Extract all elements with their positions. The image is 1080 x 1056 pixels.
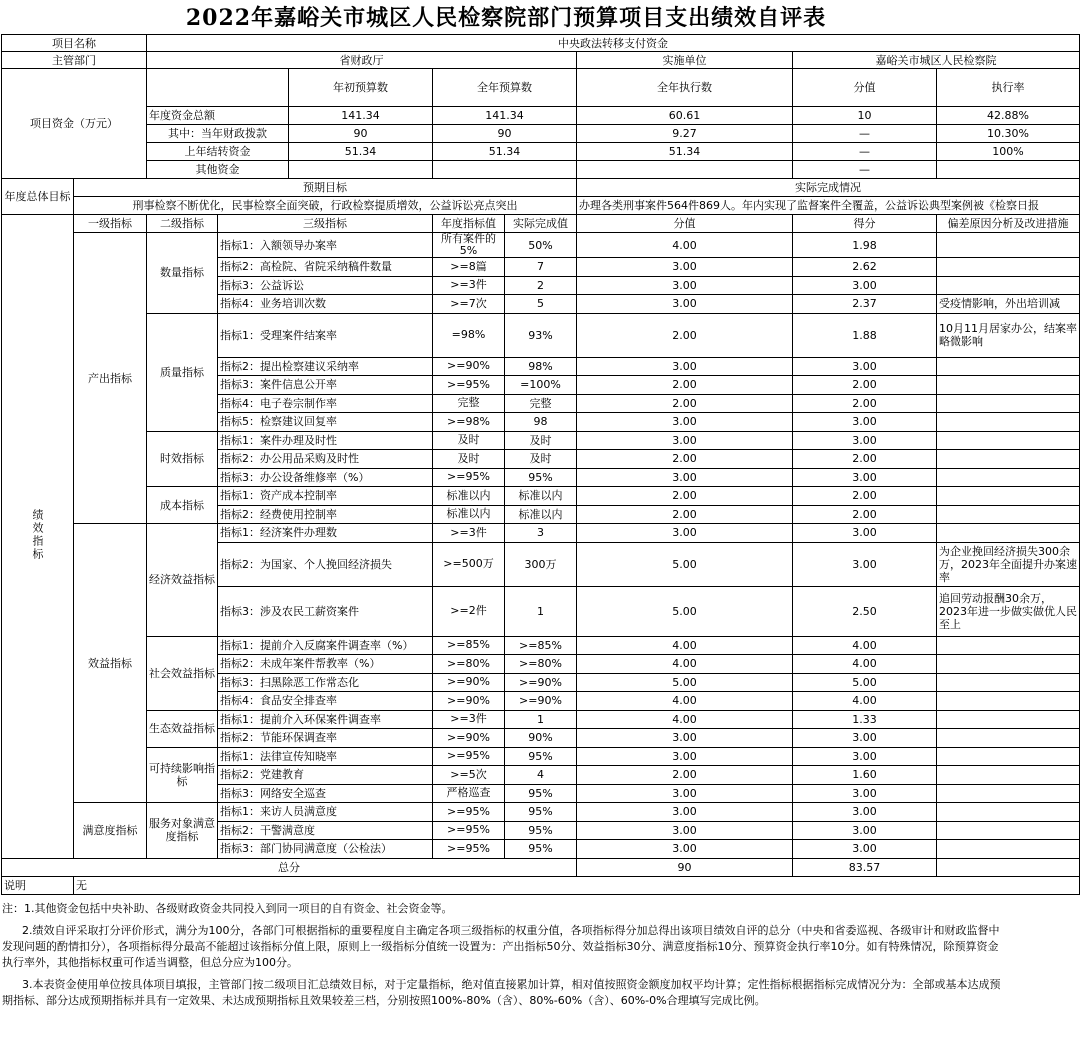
header-level1: 一级指标	[74, 215, 147, 233]
indicator-target: >=90%	[433, 729, 505, 748]
indicator-level3: 指标3：扫黑除恶工作常态化	[218, 673, 433, 692]
funds-cell: —	[793, 125, 937, 143]
indicator-target: >=3件	[433, 276, 505, 295]
total-label: 总分	[2, 858, 577, 876]
goals-actual-label: 实际完成情况	[577, 179, 1080, 197]
indicator-level3: 指标3：办公设备维修率（%）	[218, 468, 433, 487]
indicator-target: >=95%	[433, 747, 505, 766]
funds-header-annual: 全年预算数	[433, 69, 577, 107]
indicator-score: 4.00	[793, 692, 937, 711]
funds-label: 项目资金（万元）	[2, 69, 147, 179]
indicator-score: 2.00	[793, 450, 937, 469]
funds-header-blank	[147, 69, 289, 107]
dept-value: 省财政厅	[147, 52, 577, 69]
funds-cell: 51.34	[289, 143, 433, 161]
indicator-actual: 3	[505, 524, 577, 543]
indicator-weight: 4.00	[577, 710, 793, 729]
header-level2: 二级指标	[147, 215, 218, 233]
indicator-score: 3.00	[793, 747, 937, 766]
indicator-target: >=3件	[433, 710, 505, 729]
indicator-actual: 95%	[505, 840, 577, 859]
indicator-level3: 指标1：提前介入环保案件调查率	[218, 710, 433, 729]
indicator-actual: 2	[505, 276, 577, 295]
header-weight: 分值	[577, 215, 793, 233]
indicator-actual: 4	[505, 766, 577, 785]
funds-cell: 141.34	[289, 107, 433, 125]
indicator-target: >=500万	[433, 542, 505, 586]
indicator-level3: 指标4：食品安全排查率	[218, 692, 433, 711]
indicator-target: >=95%	[433, 821, 505, 840]
dept-label: 主管部门	[2, 52, 147, 69]
indicator-score: 2.37	[793, 295, 937, 314]
indicator-actual: 标准以内	[505, 505, 577, 524]
indicator-weight: 3.00	[577, 524, 793, 543]
indicator-actual: 1	[505, 586, 577, 636]
funds-header-initial: 年初预算数	[289, 69, 433, 107]
indicator-level2: 可持续影响指标	[147, 747, 218, 803]
indicator-level3: 指标3：公益诉讼	[218, 276, 433, 295]
indicator-weight: 3.00	[577, 821, 793, 840]
indicator-score: 5.00	[793, 673, 937, 692]
funds-cell	[937, 161, 1080, 179]
indicator-deviation	[937, 692, 1080, 711]
indicator-actual: 95%	[505, 821, 577, 840]
indicator-level3: 指标2：提出检察建议采纳率	[218, 357, 433, 376]
indicator-actual: >=90%	[505, 673, 577, 692]
indicator-deviation	[937, 636, 1080, 655]
indicator-score: 1.98	[793, 233, 937, 258]
funds-cell	[433, 161, 577, 179]
indicator-level3: 指标2：为国家、个人挽回经济损失	[218, 542, 433, 586]
indicator-weight: 3.00	[577, 413, 793, 432]
impl-label: 实施单位	[577, 52, 793, 69]
indicator-score: 2.00	[793, 487, 937, 506]
indicator-deviation	[937, 468, 1080, 487]
indicator-level3: 指标1：受理案件结案率	[218, 313, 433, 357]
header-actual: 实际完成值	[505, 215, 577, 233]
indicator-level3: 指标2：办公用品采购及时性	[218, 450, 433, 469]
total-score: 83.57	[793, 858, 937, 876]
indicator-level3: 指标2：高检院、省院采纳稿件数量	[218, 258, 433, 277]
funds-cell: 10	[793, 107, 937, 125]
indicator-target: >=95%	[433, 803, 505, 822]
indicator-weight: 3.00	[577, 431, 793, 450]
indicator-target: 及时	[433, 450, 505, 469]
funds-cell: 51.34	[433, 143, 577, 161]
indicator-weight: 3.00	[577, 840, 793, 859]
indicator-target: 标准以内	[433, 487, 505, 506]
goals-expected-label: 预期目标	[74, 179, 577, 197]
indicator-weight: 3.00	[577, 276, 793, 295]
indicator-deviation	[937, 524, 1080, 543]
indicator-weight: 5.00	[577, 673, 793, 692]
goals-expected-value: 刑事检察不断优化，民事检察全面突破，行政检察提质增效，公益诉讼亮点突出	[74, 197, 577, 215]
indicator-actual: 93%	[505, 313, 577, 357]
indicator-target: >=8篇	[433, 258, 505, 277]
indicator-level3: 指标3：部门协同满意度（公检法）	[218, 840, 433, 859]
indicator-score: 2.00	[793, 505, 937, 524]
funds-header-rate: 执行率	[937, 69, 1080, 107]
indicator-weight: 3.00	[577, 468, 793, 487]
indicator-actual: >=85%	[505, 636, 577, 655]
funds-cell: 51.34	[577, 143, 793, 161]
indicator-deviation	[937, 710, 1080, 729]
remark-label: 说明	[2, 876, 74, 894]
indicator-weight: 3.00	[577, 784, 793, 803]
remark-value: 无	[74, 876, 1080, 894]
notes-section	[2, 901, 1006, 1009]
funds-cell: —	[793, 161, 937, 179]
indicator-weight: 3.00	[577, 357, 793, 376]
indicator-score: 3.00	[793, 840, 937, 859]
funds-cell: 42.88%	[937, 107, 1080, 125]
indicator-deviation: 受疫情影响，外出培训减	[937, 295, 1080, 314]
indicator-deviation	[937, 673, 1080, 692]
indicator-weight: 2.00	[577, 313, 793, 357]
impl-value: 嘉峪关市城区人民检察院	[793, 52, 1080, 69]
funds-cell: 90	[433, 125, 577, 143]
funds-header-weight: 分值	[793, 69, 937, 107]
indicator-level3: 指标2：干警满意度	[218, 821, 433, 840]
indicator-weight: 2.00	[577, 505, 793, 524]
indicator-level3: 指标1：入额领导办案率	[218, 233, 433, 258]
indicator-weight: 3.00	[577, 729, 793, 748]
indicator-deviation	[937, 766, 1080, 785]
indicator-level3: 指标2：节能环保调查率	[218, 729, 433, 748]
indicator-level2: 数量指标	[147, 233, 218, 314]
indicator-level3: 指标3：案件信息公开率	[218, 376, 433, 395]
indicator-level2: 经济效益指标	[147, 524, 218, 637]
project-name-label: 项目名称	[2, 35, 147, 52]
indicator-weight: 2.00	[577, 394, 793, 413]
indicator-actual: 98	[505, 413, 577, 432]
indicator-actual: 300万	[505, 542, 577, 586]
funds-row-label: 年度资金总额	[147, 107, 289, 125]
indicator-target: >=95%	[433, 376, 505, 395]
indicator-side-text: 绩效指标	[31, 508, 44, 561]
indicator-target: 所有案件的5%	[433, 233, 505, 258]
funds-cell	[577, 161, 793, 179]
indicator-deviation: 为企业挽回经济损失300余万，2023年全面提升办案速率	[937, 542, 1080, 586]
indicator-actual: 完整	[505, 394, 577, 413]
funds-row-label: 其他资金	[147, 161, 289, 179]
note-2: 2.绩效自评采取打分评价形式，满分为100分，各部门可根据指标的重要程度自主确定各项三级指标的权重分值，各项指标得分加总得出该项目绩效自评的总分（中央和省委巡视、各级审计和财政监督中发现问题的酌情扣分），各项指标得分最高不能超过该指标分值上限，原则上一级指标分值统一设置为：产出指标50分、效益指标30分、满意度指标10分、预算资金执行率10分。如有特殊情况，除预算资金执行率外，其他指标权重可作适当调整，但总分应为100分。	[2, 923, 1000, 969]
indicator-target: >=90%	[433, 673, 505, 692]
funds-cell: 90	[289, 125, 433, 143]
indicator-level3: 指标4：电子卷宗制作率	[218, 394, 433, 413]
funds-row-label: 其中：当年财政拨款	[147, 125, 289, 143]
indicator-deviation	[937, 276, 1080, 295]
funds-cell: 60.61	[577, 107, 793, 125]
funds-cell: 9.27	[577, 125, 793, 143]
indicator-deviation	[937, 431, 1080, 450]
indicator-weight: 4.00	[577, 233, 793, 258]
indicator-actual: 5	[505, 295, 577, 314]
indicator-deviation	[937, 357, 1080, 376]
indicator-target: 及时	[433, 431, 505, 450]
indicator-deviation	[937, 747, 1080, 766]
indicator-target: >=7次	[433, 295, 505, 314]
total-blank	[937, 858, 1080, 876]
funds-cell: 100%	[937, 143, 1080, 161]
indicator-score: 3.00	[793, 821, 937, 840]
indicator-actual: 95%	[505, 747, 577, 766]
indicator-weight: 4.00	[577, 692, 793, 711]
indicator-target: >=85%	[433, 636, 505, 655]
indicator-score: 2.00	[793, 376, 937, 395]
indicator-score: 3.00	[793, 276, 937, 295]
indicator-level3: 指标2：党建教育	[218, 766, 433, 785]
indicator-weight: 2.00	[577, 766, 793, 785]
indicator-deviation	[937, 729, 1080, 748]
indicator-level3: 指标4：业务培训次数	[218, 295, 433, 314]
funds-cell: 10.30%	[937, 125, 1080, 143]
funds-header-executed: 全年执行数	[577, 69, 793, 107]
indicator-score: 4.00	[793, 636, 937, 655]
indicator-level2: 质量指标	[147, 313, 218, 431]
indicator-actual: 1	[505, 710, 577, 729]
indicator-level3: 指标2：未成年案件帮教率（%）	[218, 655, 433, 674]
funds-cell: —	[793, 143, 937, 161]
indicator-weight: 4.00	[577, 636, 793, 655]
indicator-target: >=90%	[433, 357, 505, 376]
indicator-level3: 指标3：网络安全巡查	[218, 784, 433, 803]
page-title: 2022年嘉峪关市城区人民检察院部门预算项目支出绩效自评表	[185, 5, 827, 31]
indicator-deviation	[937, 258, 1080, 277]
indicator-target: >=3件	[433, 524, 505, 543]
indicator-actual: 98%	[505, 357, 577, 376]
indicator-level2: 社会效益指标	[147, 636, 218, 710]
total-weight: 90	[577, 858, 793, 876]
indicator-level3: 指标1：来访人员满意度	[218, 803, 433, 822]
indicator-weight: 2.00	[577, 376, 793, 395]
indicator-score: 3.00	[793, 729, 937, 748]
indicator-actual: >=80%	[505, 655, 577, 674]
indicator-target: >=5次	[433, 766, 505, 785]
indicator-score: 3.00	[793, 803, 937, 822]
indicator-weight: 5.00	[577, 586, 793, 636]
indicator-weight: 5.00	[577, 542, 793, 586]
indicator-level3: 指标3：涉及农民工薪资案件	[218, 586, 433, 636]
indicator-target: >=98%	[433, 413, 505, 432]
funds-cell: 141.34	[433, 107, 577, 125]
indicator-level3: 指标2：经费使用控制率	[218, 505, 433, 524]
indicator-weight: 3.00	[577, 803, 793, 822]
header-target: 年度指标值	[433, 215, 505, 233]
indicator-deviation	[937, 376, 1080, 395]
indicator-weight: 3.00	[577, 258, 793, 277]
note-1: 注：1.其他资金包括中央补助、各级财政资金共同投入到同一项目的自有资金、社会资金等。	[2, 901, 453, 915]
indicator-score: 1.88	[793, 313, 937, 357]
indicator-weight: 2.00	[577, 450, 793, 469]
indicator-target: >=95%	[433, 468, 505, 487]
indicator-score: 3.00	[793, 468, 937, 487]
indicator-side-label	[2, 215, 74, 859]
goals-label: 年度总体目标	[2, 179, 74, 215]
indicator-score: 3.00	[793, 542, 937, 586]
indicator-level2: 成本指标	[147, 487, 218, 524]
indicator-deviation	[937, 233, 1080, 258]
indicator-target: =98%	[433, 313, 505, 357]
indicator-score: 2.62	[793, 258, 937, 277]
indicator-weight: 3.00	[577, 747, 793, 766]
project-name-value: 中央政法转移支付资金	[147, 35, 1080, 52]
indicator-deviation: 10月11月居家办公，结案率略微影响	[937, 313, 1080, 357]
indicator-level1: 产出指标	[74, 233, 147, 524]
indicator-score: 4.00	[793, 655, 937, 674]
self-evaluation-table	[1, 34, 1080, 895]
indicator-score: 3.00	[793, 784, 937, 803]
indicator-score: 3.00	[793, 413, 937, 432]
indicator-deviation: 追回劳动报酬30余万，2023年进一步做实做优人民至上	[937, 586, 1080, 636]
header-deviation: 偏差原因分析及改进措施	[937, 215, 1080, 233]
indicator-deviation	[937, 505, 1080, 524]
indicator-actual: 及时	[505, 431, 577, 450]
indicator-target: 标准以内	[433, 505, 505, 524]
indicator-actual: 95%	[505, 468, 577, 487]
indicator-level3: 指标1：资产成本控制率	[218, 487, 433, 506]
indicator-level3: 指标1：案件办理及时性	[218, 431, 433, 450]
indicator-target: 完整	[433, 394, 505, 413]
indicator-target: 严格巡查	[433, 784, 505, 803]
indicator-deviation	[937, 655, 1080, 674]
indicator-level3: 指标1：法律宣传知晓率	[218, 747, 433, 766]
indicator-level2: 时效指标	[147, 431, 218, 487]
indicator-target: >=80%	[433, 655, 505, 674]
indicator-level1: 效益指标	[74, 524, 147, 803]
indicator-actual: 标准以内	[505, 487, 577, 506]
indicator-score: 1.33	[793, 710, 937, 729]
indicator-actual: 7	[505, 258, 577, 277]
indicator-target: >=90%	[433, 692, 505, 711]
indicator-deviation	[937, 784, 1080, 803]
indicator-level2: 服务对象满意度指标	[147, 803, 218, 859]
indicator-actual: 90%	[505, 729, 577, 748]
indicator-deviation	[937, 803, 1080, 822]
indicator-weight: 2.00	[577, 487, 793, 506]
indicator-score: 2.00	[793, 394, 937, 413]
indicator-actual: 及时	[505, 450, 577, 469]
indicator-weight: 3.00	[577, 295, 793, 314]
indicator-score: 3.00	[793, 357, 937, 376]
goals-actual-value: 办理各类刑事案件564件869人。年内实现了监督案件全覆盖，公益诉讼典型案例被《检察日报	[577, 197, 1080, 215]
indicator-deviation	[937, 413, 1080, 432]
indicator-score: 3.00	[793, 524, 937, 543]
indicator-level3: 指标5：检察建议回复率	[218, 413, 433, 432]
funds-cell	[289, 161, 433, 179]
header-level3: 三级指标	[218, 215, 433, 233]
indicator-actual: 95%	[505, 803, 577, 822]
indicator-actual: >=90%	[505, 692, 577, 711]
indicator-level2: 生态效益指标	[147, 710, 218, 747]
indicator-deviation	[937, 840, 1080, 859]
indicator-target: >=2件	[433, 586, 505, 636]
indicator-level3: 指标1：提前介入反腐案件调查率（%）	[218, 636, 433, 655]
indicator-deviation	[937, 450, 1080, 469]
indicator-deviation	[937, 394, 1080, 413]
indicator-score: 1.60	[793, 766, 937, 785]
indicator-score: 3.00	[793, 431, 937, 450]
indicator-deviation	[937, 821, 1080, 840]
indicator-score: 2.50	[793, 586, 937, 636]
header-score: 得分	[793, 215, 937, 233]
indicator-level3: 指标1：经济案件办理数	[218, 524, 433, 543]
funds-row-label: 上年结转资金	[147, 143, 289, 161]
indicator-actual: =100%	[505, 376, 577, 395]
indicator-deviation	[937, 487, 1080, 506]
indicator-actual: 50%	[505, 233, 577, 258]
note-3: 3.本表资金使用单位按具体项目填报，主管部门按二级项目汇总绩效目标，对于定量指标，绝对值直接累加计算，相对值按照资金额度加权平均计算；定性指标根据指标完成情况分为：全部或基本达成预期指标、部分达成预期指标并具有一定效果、未达成预期指标且效果较差三档，分别按照100%-80%（含）、80%-60%（含）、60%-0%合理填写完成比例。	[2, 977, 1001, 1007]
indicator-target: >=95%	[433, 840, 505, 859]
indicator-weight: 4.00	[577, 655, 793, 674]
indicator-level1: 满意度指标	[74, 803, 147, 859]
indicator-actual: 95%	[505, 784, 577, 803]
